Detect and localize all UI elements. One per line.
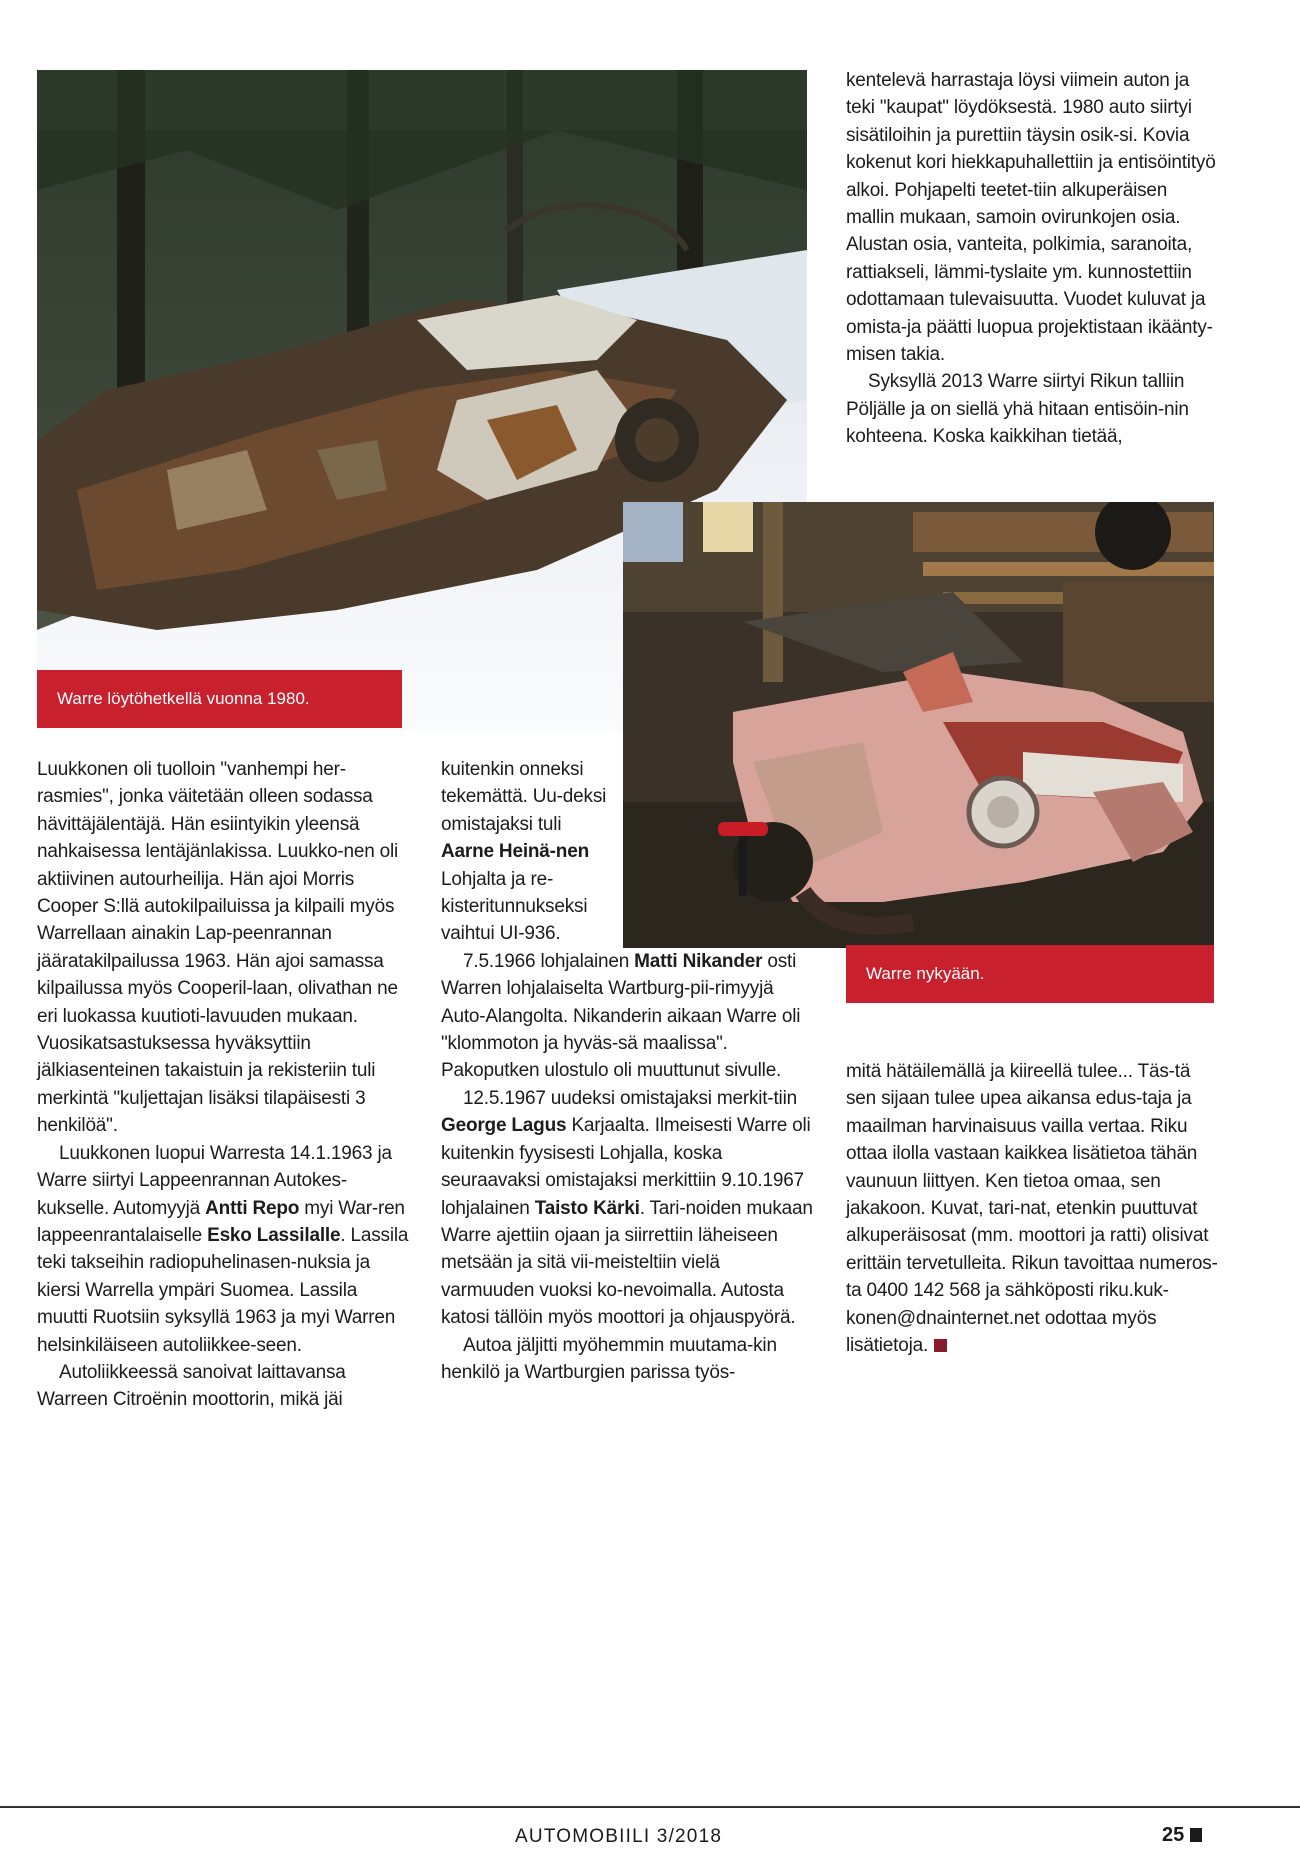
- footer-rule: [0, 1806, 1300, 1808]
- paragraph: Luukkonen oli tuolloin "vanhempi her-rasmies", jonka väitetään olleen sodassa hävittäjälentäjä. Hän esiintyikin yleensä nahkaisessa lentäjänlakissa. Luukko-nen oli aktiivinen autourheilija. Hän ajoi Morris Cooper S:llä autokilpailuissa ja kilpaili myös Warrellaan ainakin Lap-peenrannan jääratakilpailussa 1963. Hän ajoi samassa kilpailussa myös Cooperil-laan, olivathan ne eri luokassa kuutioti-lavuuden mukaan. Vuosikatsastuksessa hyväksyttiin jälkiasenteinen takaistuin ja rekisteriin tuli merkintä "kuljettajan lisäksi tilapäisesti 3 henkilöä".: [37, 759, 399, 1137]
- page-number: 25: [1162, 1824, 1202, 1847]
- paragraph: kentelevä harrastaja löysi viimein auton ja teki "kaupat" löydöksestä. 1980 auto siirtyi sisätiloihin ja purettiin täysin osik-si. Kovia kokenut kori hiekkapuhallettiin ja entisöintityö alkoi. Pohjapelti teetet-tiin alkuperäisen mallin mukaan, samoin ovirunkojen osia. Alustan osia, vanteita, polkimia, saranoita, rattiakseli, lämmi-tyslaite ym. kunnostettiin odottamaan tulevaisuutta. Vuodet kuluvat ja omista-ja päätti luopua projektistaan ikäänty-misen takia.: [846, 70, 1216, 366]
- paragraph: kuitenkin onneksi tekemättä. Uu-deksi omistajaksi tuli Aarne Heinä-nen Lohjalta ja re-kisteritunnukseksi vaihtui UI-936.: [441, 759, 607, 945]
- paragraph: Autoliikkeessä sanoivat laittavansa Warreen Citroënin moottorin, mikä jäi: [37, 1361, 346, 1411]
- paragraph: Syksyllä 2013 Warre siirtyi Rikun talliin Pöljälle ja on siellä yhä hitaan entisöin-nin kohteena. Koska kaikkihan tietää,: [846, 371, 1189, 448]
- end-mark-icon: [934, 1339, 947, 1352]
- paragraph: 7.5.1966 lohjalainen Matti Nikander osti Warren lohjalaiselta Wartburg-pii-rimyyjä Auto-Alangolta. Nikanderin aikaan Warre oli "klommoton ja hyväs-sä maalissa". Pakoputken ulostulo oli muuttunut sivulle.: [441, 950, 801, 1082]
- text-column-left: [37, 756, 409, 1414]
- paragraph: Autoa jäljitti myöhemmin muutama-kin henkilö ja Wartburgien parissa työs-: [441, 1334, 777, 1383]
- paragraph: mitä hätäilemällä ja kiireellä tulee... Täs-tä sen sijaan tulee upea aikansa edus-taja ja maailman harvinaisuus vailla vertaa. Riku ottaa ilolla vastaan kaikkea lisätietoa tähän vaunuun liittyen. Ken tietoa omaa, sen jakakoon. Kuvat, tari-nat, etenkin puuttuvat alkuperäisosat (mm. moottori ja ratti) olisivat erittäin tervetulleita. Rikun tavoittaa numeros-ta 0400 142 568 ja sähköposti riku.kuk-konen@dnainternet.net odottaa myös lisätietoja.: [846, 1061, 1218, 1357]
- photo2-caption: Warre nykyään.: [846, 945, 1214, 1003]
- footer-magazine: AUTOMOBIILI 3/2018: [515, 1826, 723, 1847]
- text-column-middle: [441, 756, 813, 1386]
- text-column-right-bottom: [846, 1058, 1218, 1359]
- square-icon: [1190, 1828, 1202, 1842]
- paragraph: Luukkonen luopui Warresta 14.1.1963 ja Warre siirtyi Lappeenrannan Autokes-kukselle. Automyyjä Antti Repo myi War-ren lappeenrantalaiselle Esko Lassilalle. Lassila teki takseihin radiopuhelinasen-nuksia ja kiersi Warrella ympäri Suomea. Lassila muutti Ruotsiin syksyllä 1963 ja myi Warren helsinkiläiseen autoliikkee-seen.: [37, 1142, 409, 1356]
- paragraph: 12.5.1967 uudeksi omistajaksi merkit-tiin George Lagus Karjaalta. Ilmeisesti Warre oli kuitenkin fyysisesti Lohjalla, koska seuraavaksi omistajaksi merkittiin 9.10.1967 lohjalainen Taisto Kärki. Tari-noiden mukaan Warre ajettiin ojaan ja siirrettiin läheiseen metsään ja sitä vii-meisteltiin vielä varmuuden vuoksi ko-nevoimalla. Autosta katosi tällöin myös moottori ja ohjauspyörä.: [441, 1087, 813, 1329]
- photo1-caption: Warre löytöhetkellä vuonna 1980.: [37, 670, 402, 728]
- text-column-right-top: [846, 67, 1218, 451]
